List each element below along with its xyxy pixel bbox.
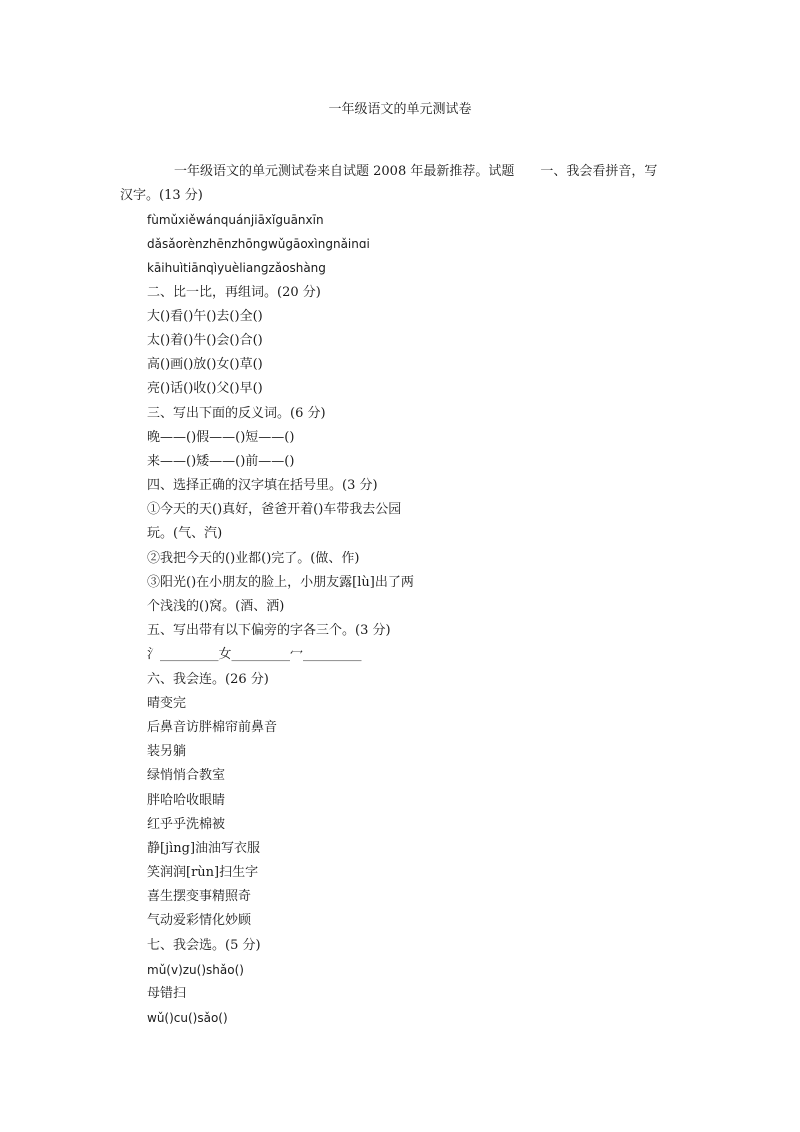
text-line: fùmǔxiěwánquánjiāxǐguānxīn xyxy=(147,213,324,227)
section-heading: 六、我会连。(26 分) xyxy=(147,671,269,687)
text-line: 装另躺 xyxy=(147,744,187,760)
text-line: 亮()话()收()父()早() xyxy=(147,381,263,397)
text-line: 气动爱彩情化妙顾 xyxy=(147,913,252,929)
section-heading: 四、选择正确的汉字填在括号里。(3 分) xyxy=(147,478,378,494)
text-line: 大()看()午()去()全() xyxy=(147,308,263,324)
text-line: ①今天的天()真好，爸爸开着()车带我去公园 xyxy=(147,502,402,518)
text-line: wǔ()cu()sǎo() xyxy=(147,1011,228,1026)
text-line: 玩。(气、汽) xyxy=(147,526,223,542)
text-line: dǎsǎorènzhēnzhōngwǔgāoxìngnǎinɑi xyxy=(147,237,370,252)
text-line: 太()着()牛()会()合() xyxy=(147,332,263,348)
text-line: 晴变完 xyxy=(147,695,187,711)
text-line: mǔ(v)zu()shǎo() xyxy=(147,962,244,977)
text-line: kāihuìtiānqìyuèlianɡzǎoshàng xyxy=(147,261,326,276)
section-heading: 七、我会选。(5 分) xyxy=(147,937,261,953)
text-line: 笑润润[rùn]扫生字 xyxy=(147,865,259,881)
text-line: 后鼻音访胖棉帘前鼻音 xyxy=(147,719,278,735)
text-line: 个浅浅的()窝。(酒、洒) xyxy=(147,599,285,614)
text-line: 氵_________女_________冖_________ xyxy=(147,647,362,663)
text-line: 静[jìng]油油写衣服 xyxy=(147,840,261,856)
section-heading: 二、比一比，再组词。(20 分) xyxy=(147,284,321,300)
question-lines xyxy=(147,208,667,1030)
document-title: 一年级语文的单元测试卷 xyxy=(328,102,472,117)
intro-paragraph: 一年级语文的单元测试卷来自试题 2008 年最新推荐。试题 一、我会看拼音，写汉字。(13 分) xyxy=(120,164,658,203)
text-line: 来——()矮——()前——() xyxy=(147,453,295,469)
text-line: 绿悄悄合教室 xyxy=(147,768,226,784)
text-line: 红乎乎洗棉被 xyxy=(147,816,226,832)
text-line: ②我把今天的()业都()完了。(做、作) xyxy=(147,550,360,566)
section-heading: 三、写出下面的反义词。(6 分) xyxy=(147,405,326,421)
text-line: 胖哈哈收眼睛 xyxy=(147,792,226,808)
text-line: 晚——()假——()短——() xyxy=(147,429,295,445)
section-heading: 五、写出带有以下偏旁的字各三个。(3 分) xyxy=(147,623,391,639)
text-line: 母错扫 xyxy=(147,986,187,1001)
text-line: ③阳光()在小朋友的脸上，小朋友露[lù]出了两 xyxy=(147,574,414,590)
text-line: 高()画()放()女()草() xyxy=(147,357,263,373)
text-line: 喜生摆变事精照奇 xyxy=(147,889,252,905)
